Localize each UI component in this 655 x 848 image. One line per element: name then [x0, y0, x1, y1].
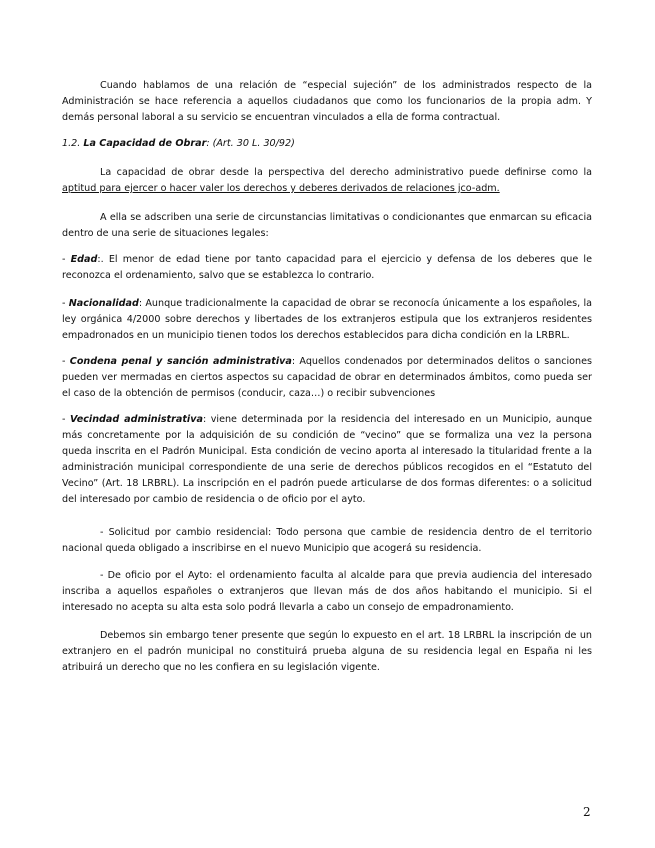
- definition-text: La capacidad de obrar desde la perspectiva del derecho administrativo puede definirse como la: [100, 167, 592, 178]
- item-condena: [62, 354, 592, 402]
- item-label: Vecindad administrativa: [70, 414, 203, 425]
- item-text: : Aunque tradicionalmente la capacidad de obrar se reconocía únicamente a los españoles, la ley orgánica 4/2000 sobre derechos y libertades de los extranjeros estipula que los extranjeros residentes empadronados en un municipio tienen todos los derechos establecidos para dicha condición en la LRBRL.: [62, 298, 592, 341]
- paragraph-circunstancias: A ella se adscriben una serie de circunstancias limitativas o condicionantes que enmarcan su eficacia dentro de una serie de situaciones legales:: [62, 212, 592, 239]
- item-edad: [62, 252, 592, 284]
- page-number: 2: [583, 805, 591, 819]
- heading-number: 1.2.: [62, 138, 84, 149]
- sub-de-oficio: - De oficio por el Ayto: el ordenamiento faculta al alcalde para que previa audiencia del interesado inscriba a aquellos españoles o extranjeros que llevan más de dos años habitando el municipio. Si el interesado no acepta su alta esta solo podrá llevarla a cabo un consejo de empadronamiento.: [62, 570, 592, 613]
- paragraph-especial-sujecion: Cuando hablamos de una relación de “especial sujeción” de los administrados respecto de la Administración se hace referencia a aquellos ciudadanos que como los funcionarios de la propia adm. Y demás personal laboral a su servicio se encuentran vinculados a ella de forma contractual.: [62, 80, 592, 123]
- item-label: Condena penal y sanción administrativa: [69, 356, 292, 367]
- item-text: :. El menor de edad tiene por tanto capacidad para el ejercicio y defensa de los deberes que le reconozca el ordenamiento, salvo que se establezca lo contrario.: [62, 254, 592, 281]
- definition-underlined: aptitud para ejercer o hacer valer los derechos y deberes derivados de relaciones jco-adm.: [62, 183, 500, 194]
- heading-reference: : (Art. 30 L. 30/92): [206, 138, 295, 149]
- sub-solicitud: - Solicitud por cambio residencial: Todo persona que cambie de residencia dentro de el territorio nacional queda obligado a inscribirse en el nuevo Municipio que acogerá su residencia.: [62, 527, 592, 554]
- item-text: : Aquellos condenados por determinados delitos o sanciones pueden ver mermadas en ciertos aspectos su capacidad de obrar en determinados ámbitos, como pueda ser el caso de la obtención de permisos (conducir, caza…) o recibir subvenciones: [62, 356, 593, 399]
- paragraph-extranjero: Debemos sin embargo tener presente que según lo expuesto en el art. 18 LRBRL la inscripción de un extranjero en el padrón municipal no constituirá prueba alguna de su residencia legal en España ni les atribuirá un derecho que no les confiera en su legislación vigente.: [62, 630, 592, 673]
- item-vecindad: [62, 412, 592, 508]
- item-label: Nacionalidad: [68, 298, 139, 309]
- item-dash: -: [62, 356, 70, 367]
- item-dash: -: [62, 414, 71, 425]
- section-heading: [62, 136, 592, 152]
- item-label: Edad: [70, 254, 98, 265]
- heading-title: La Capacidad de Obrar: [83, 138, 207, 149]
- item-nacionalidad: [62, 296, 592, 344]
- item-dash: -: [62, 254, 71, 265]
- paragraph-capacidad-definicion: [62, 165, 592, 197]
- item-text: : viene determinada por la residencia del interesado en un Municipio, aunque más concretamente por la adquisición de su condición de “vecino” que se formaliza una vez la persona queda inscrita en el Padrón Municipal. Esta condición de vecino aporta al interesado la titularidad frente a la administración municipal correspondiente de una serie de derechos públicos recogidos en el “Estatuto del Vecino” (Art. 18 LRBRL). La inscripción en el padrón puede articularse de dos formas diferentes: o a solicitud del interesado por cambio de residencia o de oficio por el ayto.: [62, 414, 592, 505]
- item-dash: -: [62, 298, 69, 309]
